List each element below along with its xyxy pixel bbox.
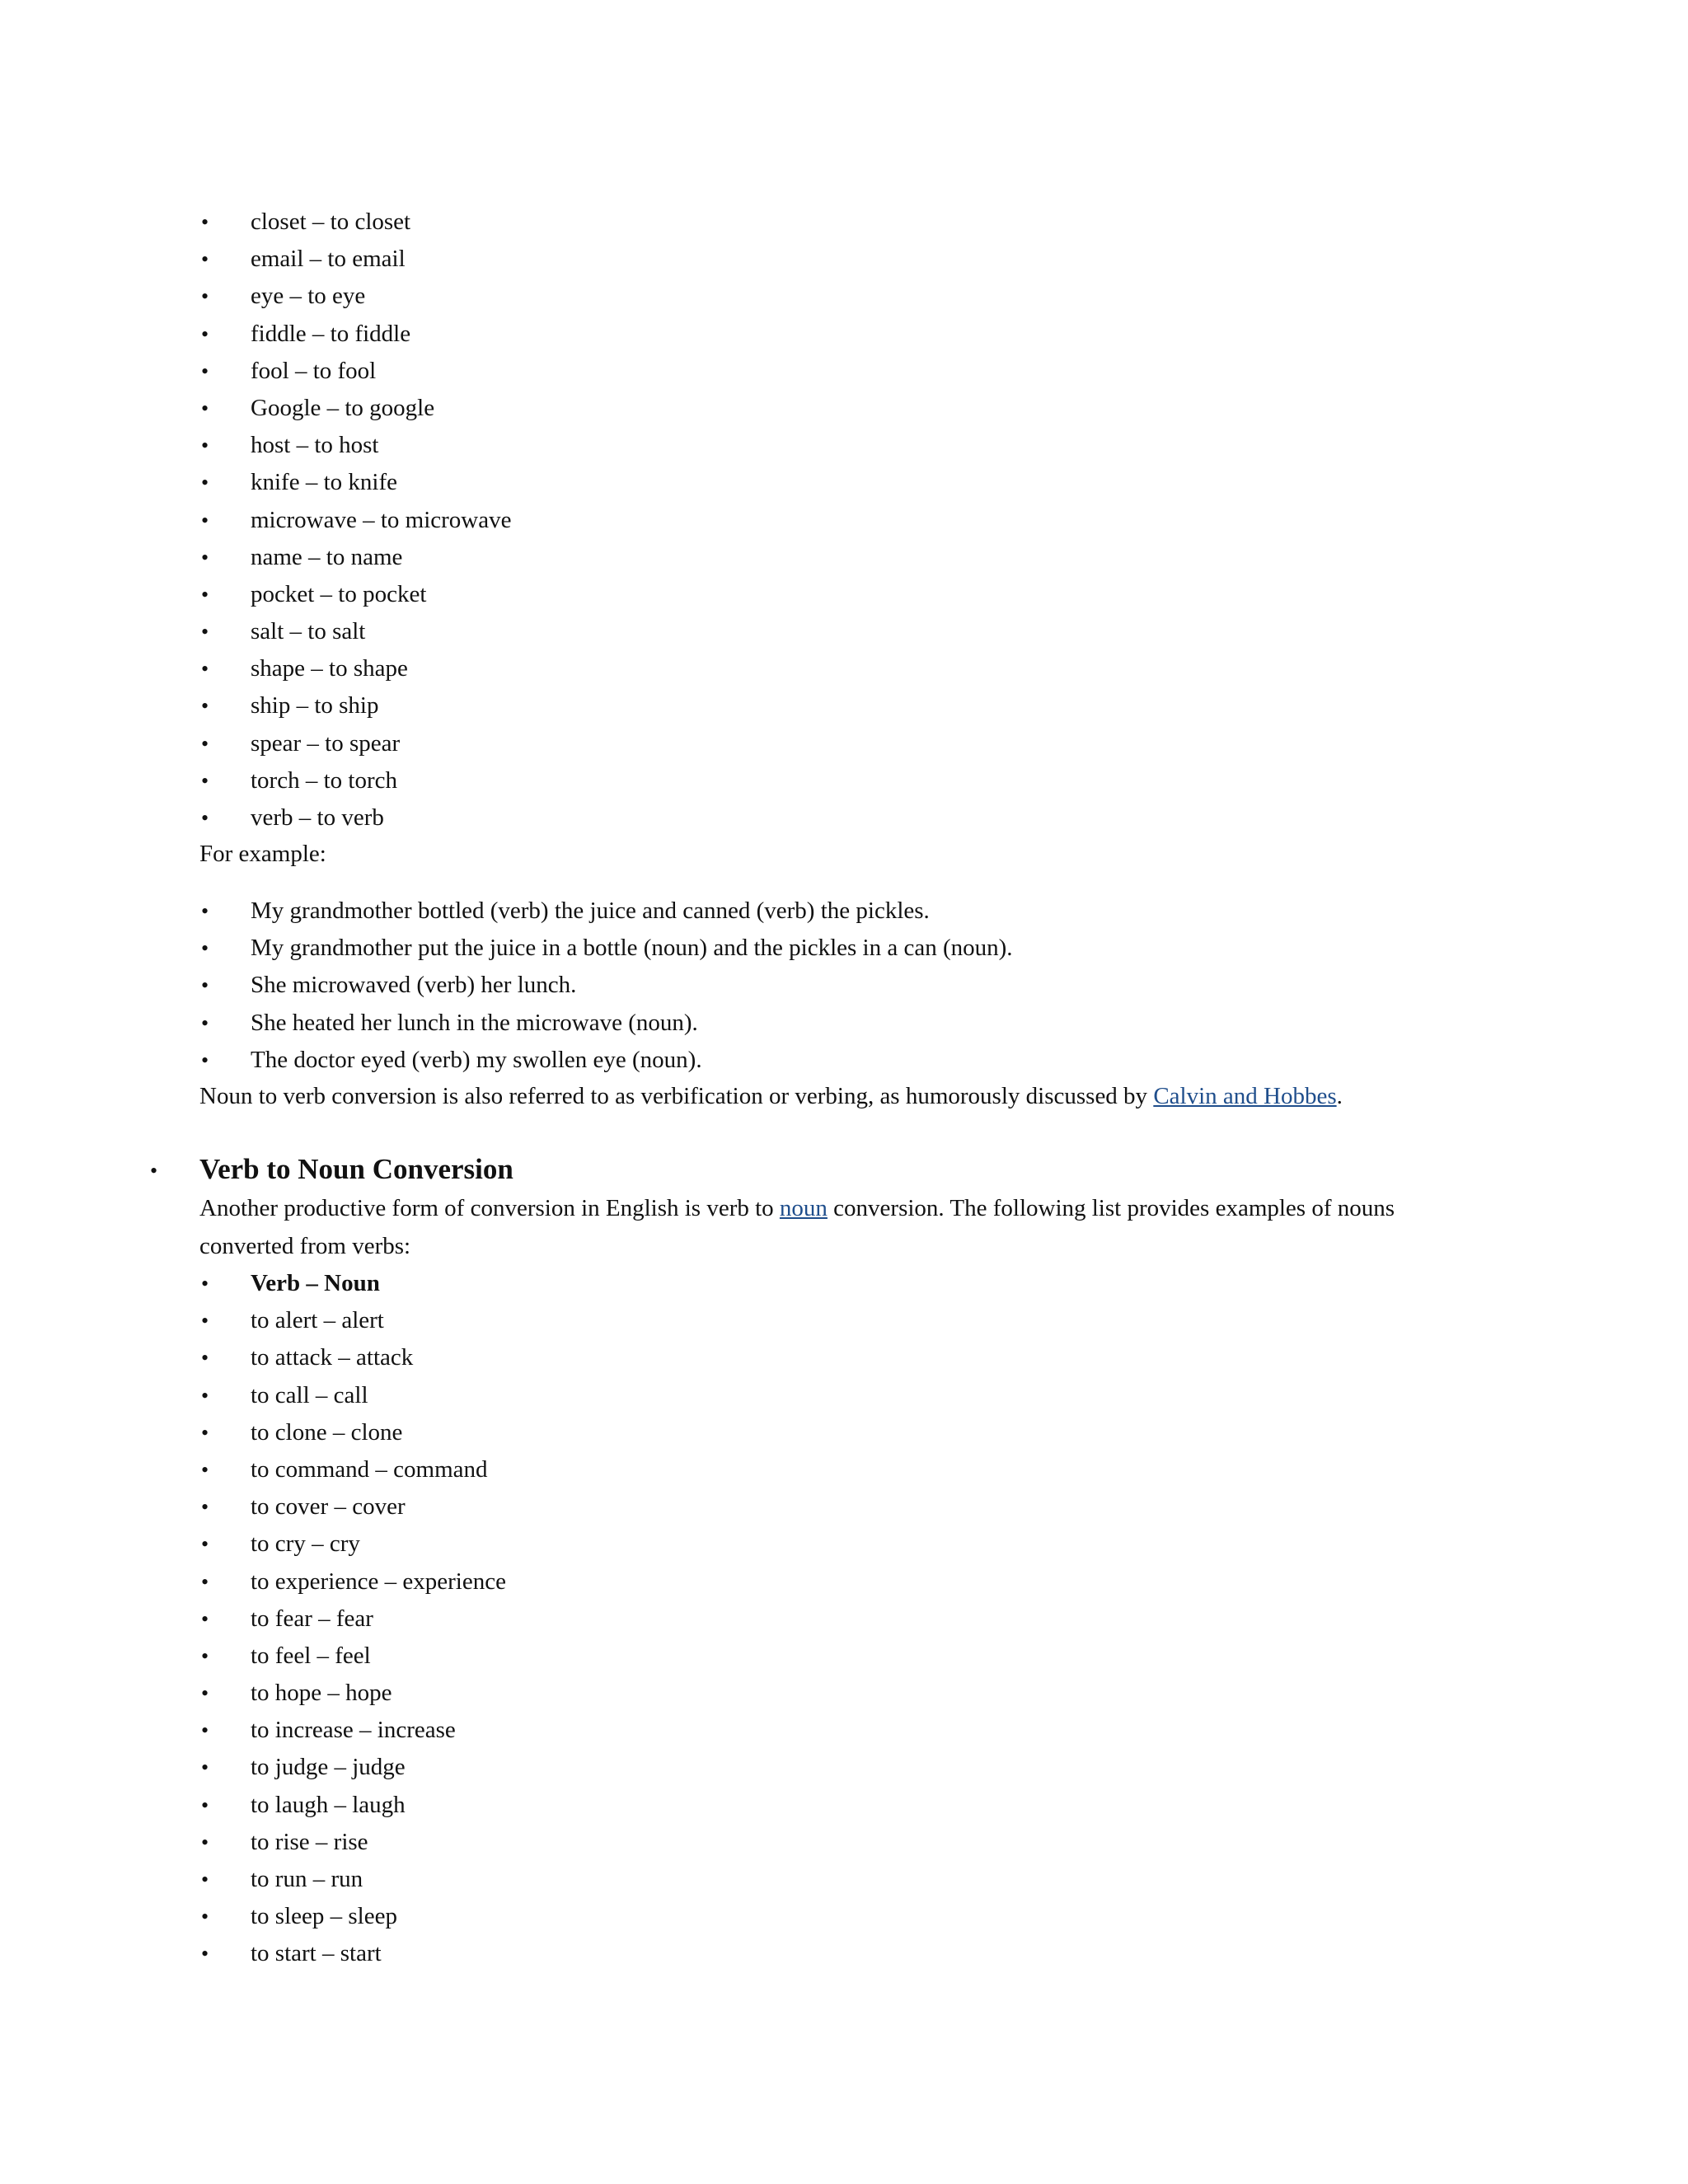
list-item xyxy=(201,502,512,539)
list-item xyxy=(201,650,511,687)
list-item-text: to fear – fear xyxy=(251,1605,373,1632)
for-example-label: For example: xyxy=(199,841,326,867)
list-item xyxy=(201,1563,506,1601)
list-item xyxy=(201,1824,506,1861)
list-item xyxy=(201,204,511,241)
list-item xyxy=(201,1339,506,1376)
bullet: • xyxy=(201,1569,209,1594)
section-bullet: • xyxy=(150,1159,158,1183)
bullet: • xyxy=(201,1942,209,1966)
list-item xyxy=(201,1898,506,1935)
list-item xyxy=(201,1712,506,1749)
list-item-text: email – to email xyxy=(251,246,406,273)
example-item xyxy=(201,893,1013,930)
list-item-text: to command – command xyxy=(251,1455,488,1483)
list-item xyxy=(201,539,511,576)
bullet: • xyxy=(201,806,209,830)
list-item-text: host – to host xyxy=(251,432,379,459)
list-item-text: to experience – experience xyxy=(251,1568,506,1595)
list-item-text: to judge – judge xyxy=(251,1754,406,1781)
bullet: • xyxy=(201,1010,209,1035)
list-item-text: eye – to eye xyxy=(251,283,366,310)
list-item-text: spear – to spear xyxy=(251,729,401,757)
example-item xyxy=(201,967,1013,1004)
bullet: • xyxy=(201,508,209,532)
list-item xyxy=(201,1488,506,1526)
bullet: • xyxy=(201,657,209,682)
bullet: • xyxy=(201,1420,209,1445)
list-item xyxy=(201,464,511,501)
bullet: • xyxy=(201,1793,209,1817)
bullet: • xyxy=(201,1495,209,1520)
intro-text-end: conversion. The following list provides examples of nouns converted from verbs: xyxy=(199,1195,1395,1259)
list-item xyxy=(201,241,511,278)
list-item xyxy=(201,390,511,427)
list-item xyxy=(201,762,511,799)
list-item-text: salt – to salt xyxy=(251,618,366,645)
list-item-text: to run – run xyxy=(251,1866,363,1892)
list-item-text: fool – to fool xyxy=(251,357,377,384)
verbing-paragraph-text: Noun to verb conversion is also referred to as verbification or verbing, as humorously discussed by xyxy=(199,1083,1154,1109)
section-heading: Verb to Noun Conversion xyxy=(199,1153,513,1185)
bullet: • xyxy=(201,973,209,998)
bullet: • xyxy=(201,1532,209,1557)
example-item xyxy=(201,1005,1013,1042)
list-item xyxy=(201,316,511,353)
list-item-text: ship – to ship xyxy=(251,692,379,719)
list-item xyxy=(201,1414,506,1451)
verbing-paragraph xyxy=(199,1078,1343,1115)
list-item xyxy=(201,799,511,837)
bullet: • xyxy=(201,1643,209,1668)
bullet: • xyxy=(201,731,209,756)
bullet: • xyxy=(201,1457,209,1482)
list-item-text: to attack – attack xyxy=(251,1344,414,1371)
list-item-text: to sleep – sleep xyxy=(251,1903,397,1930)
list-item xyxy=(201,1861,506,1898)
noun-link[interactable]: noun xyxy=(779,1195,828,1221)
bullet: • xyxy=(201,1346,209,1371)
list-header-text: Verb – Noun xyxy=(251,1270,380,1296)
list-item xyxy=(201,1787,506,1824)
list-item-text: verb – to verb xyxy=(251,804,384,831)
list-item xyxy=(201,1302,506,1339)
bullet: • xyxy=(201,321,209,346)
example-item-text: My grandmother bottled (verb) the juice and canned (verb) the pickles. xyxy=(251,898,930,924)
list-item xyxy=(201,1601,506,1638)
list-item-text: to increase – increase xyxy=(251,1717,456,1744)
bullet: • xyxy=(201,359,209,383)
list-item xyxy=(201,1935,506,1972)
list-item-text: torch – to torch xyxy=(251,766,397,794)
list-item xyxy=(201,1638,506,1675)
list-item-text: to cry – cry xyxy=(251,1530,360,1558)
list-item xyxy=(201,687,511,724)
list-item-text: to laugh – laugh xyxy=(251,1791,406,1818)
bullet: • xyxy=(201,545,209,569)
example-item-text: She microwaved (verb) her lunch. xyxy=(251,972,577,999)
list-item-text: to start – start xyxy=(251,1940,382,1967)
bullet: • xyxy=(201,1606,209,1631)
list-item-text: to cover – cover xyxy=(251,1493,406,1521)
list-item xyxy=(201,1377,506,1414)
list-item xyxy=(201,1675,506,1712)
example-item-text: The doctor eyed (verb) my swollen eye (noun). xyxy=(251,1046,702,1073)
list-item-text: microwave – to microwave xyxy=(251,506,512,533)
bullet: • xyxy=(201,1868,209,1891)
verbing-paragraph-end: . xyxy=(1336,1083,1343,1109)
bullet: • xyxy=(201,1681,209,1706)
list-item xyxy=(201,353,511,390)
list-item xyxy=(201,613,511,650)
bullet: • xyxy=(201,620,209,644)
bullet: • xyxy=(201,694,209,719)
examples-list xyxy=(201,893,1013,1079)
calvin-and-hobbes-link[interactable]: Calvin and Hobbes xyxy=(1153,1083,1337,1109)
list-item-text: to clone – clone xyxy=(251,1418,403,1446)
bullet: • xyxy=(201,899,209,923)
list-item-text: knife – to knife xyxy=(251,469,397,496)
example-item xyxy=(201,1042,1013,1079)
list-item xyxy=(201,576,511,613)
example-item-text: She heated her lunch in the microwave (noun). xyxy=(251,1009,698,1036)
bullet: • xyxy=(201,1309,209,1333)
list-header-item xyxy=(201,1265,506,1302)
noun-to-verb-list xyxy=(201,204,512,837)
bullet: • xyxy=(201,1905,209,1929)
example-item-text: My grandmother put the juice in a bottle (noun) and the pickles in a can (noun). xyxy=(251,935,1013,962)
bullet: • xyxy=(201,284,209,309)
bullet: • xyxy=(201,768,209,793)
bullet: • xyxy=(201,396,209,420)
list-item-text: to alert – alert xyxy=(251,1307,384,1334)
bullet: • xyxy=(201,471,209,495)
intro-text: Another productive form of conversion in English is verb to xyxy=(199,1195,780,1221)
list-item xyxy=(201,278,511,315)
list-item xyxy=(201,1526,506,1563)
bullet: • xyxy=(201,1830,209,1854)
list-item-text: shape – to shape xyxy=(251,655,408,682)
list-item-text: Google – to google xyxy=(251,394,435,421)
bullet: • xyxy=(201,1272,209,1296)
list-item xyxy=(201,1451,506,1488)
list-item-text: to call – call xyxy=(251,1381,368,1408)
example-item xyxy=(201,930,1013,967)
verb-to-noun-list xyxy=(201,1265,506,1973)
list-item-text: name – to name xyxy=(251,543,403,570)
bullet: • xyxy=(201,582,209,607)
bullet: • xyxy=(201,1755,209,1780)
bullet: • xyxy=(201,1383,209,1408)
list-item-text: to feel – feel xyxy=(251,1642,371,1669)
bullet: • xyxy=(201,210,209,234)
bullet: • xyxy=(201,936,209,961)
list-item xyxy=(201,1749,506,1786)
bullet: • xyxy=(201,1718,209,1743)
list-item xyxy=(201,427,511,464)
list-item xyxy=(201,725,511,762)
list-item-text: pocket – to pocket xyxy=(251,580,427,607)
bullet: • xyxy=(201,1047,209,1072)
list-item-text: closet – to closet xyxy=(251,209,411,235)
list-item-text: to hope – hope xyxy=(251,1680,392,1707)
list-item-text: fiddle – to fiddle xyxy=(251,320,411,347)
bullet: • xyxy=(201,247,209,272)
list-item-text: to rise – rise xyxy=(251,1828,368,1855)
intro-paragraph xyxy=(199,1190,1485,1265)
bullet: • xyxy=(201,434,209,458)
